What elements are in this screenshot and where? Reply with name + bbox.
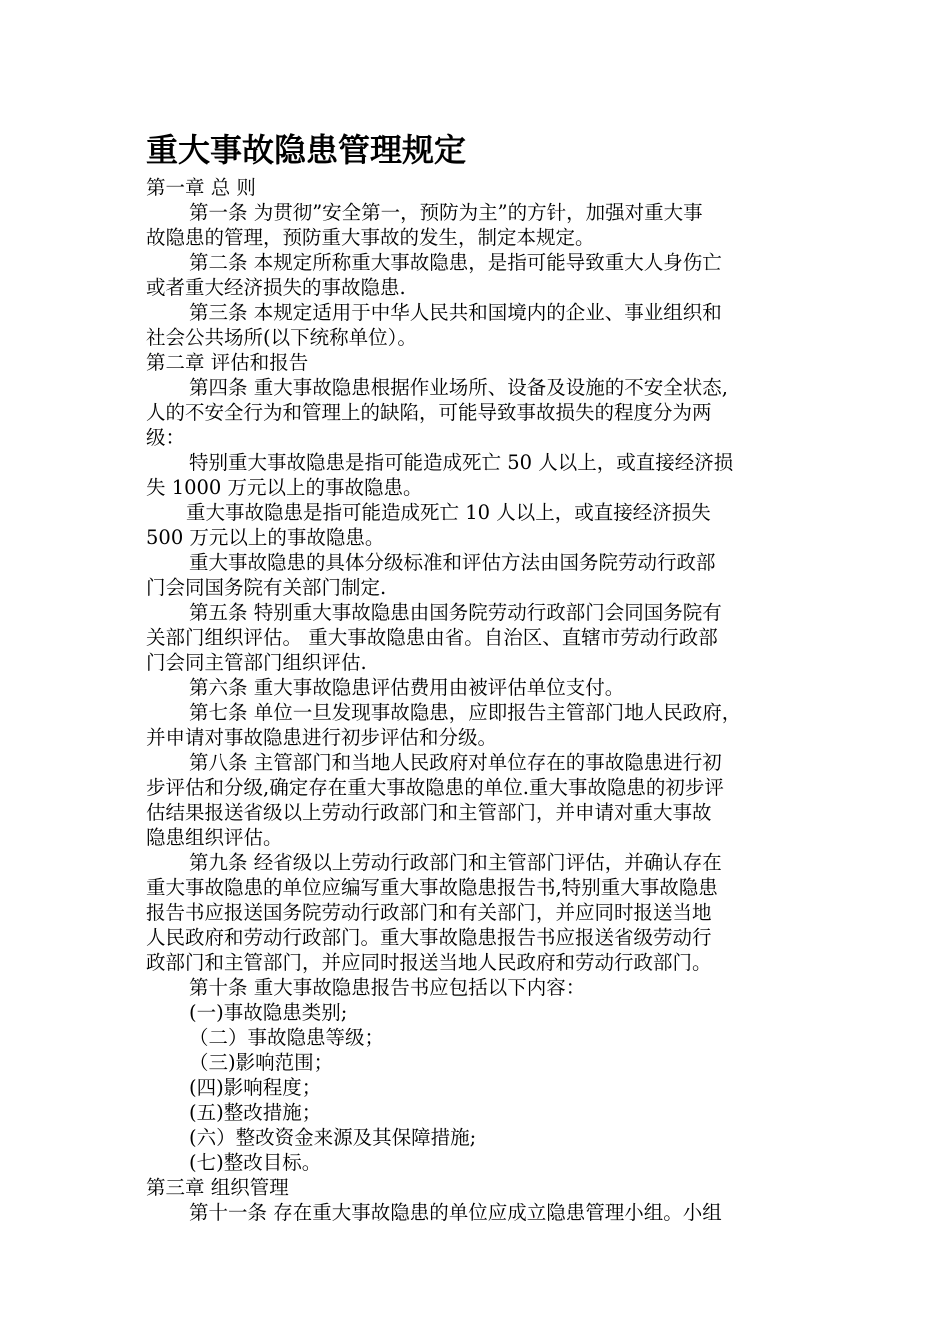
paragraph-line: 门会同主管部门组织评估. (146, 651, 367, 674)
paragraph-line: 重大事故隐患的具体分级标准和评估方法由国务院劳动行政部 (189, 551, 716, 574)
paragraph-line: 重大事故隐患是指可能造成死亡 10 人以上，或直接经济损失 (186, 501, 711, 524)
paragraph-line: 社会公共场所(以下统称单位）。 (146, 326, 417, 349)
paragraph-line: 步评估和分级,确定存在重大事故隐患的单位.重大事故隐患的初步评 (146, 776, 724, 799)
paragraph-line: 第十一条 存在重大事故隐患的单位应成立隐患管理小组。小组 (189, 1201, 722, 1224)
list-item: （三)影响范围； (189, 1051, 334, 1074)
document-title: 重大事故隐患管理规定 (146, 131, 467, 169)
paragraph-line: 第五条 特别重大事故隐患由国务院劳动行政部门会同国务院有 (189, 601, 722, 624)
paragraph-line: 500 万元以上的事故隐患。 (146, 526, 385, 549)
paragraph-line: 估结果报送省级以上劳动行政部门和主管部门，并申请对重大事故 (146, 801, 712, 824)
list-item: (五)整改措施； (189, 1101, 322, 1124)
paragraph-line: 第十条 重大事故隐患报告书应包括以下内容： (189, 976, 586, 999)
paragraph-line: 第四条 重大事故隐患根据作业场所、设备及设施的不安全状态, (189, 376, 728, 399)
paragraph-line: 或者重大经济损失的事故隐患. (146, 276, 406, 299)
paragraph-line: 重大事故隐患的单位应编写重大事故隐患报告书,特别重大事故隐患 (146, 876, 718, 899)
paragraph-line: 第一条 为贯彻”安全第一，预防为主”的方针，加强对重大事 (189, 201, 703, 224)
paragraph-line: 第二条 本规定所称重大事故隐患，是指可能导致重大人身伤亡 (189, 251, 722, 274)
chapter-heading: 第一章 总 则 (146, 176, 256, 199)
paragraph-line: 第八条 主管部门和当地人民政府对单位存在的事故隐患进行初 (189, 751, 722, 774)
paragraph-line: 第三条 本规定适用于中华人民共和国境内的企业、事业组织和 (189, 301, 722, 324)
chapter-heading: 第三章 组织管理 (146, 1176, 289, 1199)
paragraph-line: 级： (146, 426, 186, 449)
paragraph-line: 特别重大事故隐患是指可能造成死亡 50 人以上，或直接经济损 (189, 451, 734, 474)
paragraph-line: 失 1000 万元以上的事故隐患。 (146, 476, 423, 499)
list-item: (七)整改目标。 (189, 1151, 322, 1174)
paragraph-line: 关部门组织评估。 重大事故隐患由省。自治区、直辖市劳动行政部 (146, 626, 718, 649)
paragraph-line: 政部门和主管部门，并应同时报送当地人民政府和劳动行政部门。 (146, 951, 712, 974)
paragraph-line: 人的不安全行为和管理上的缺陷，可能导致事故损失的程度分为两 (146, 401, 712, 424)
list-item: (六）整改资金来源及其保障措施; (189, 1126, 477, 1149)
paragraph-line: 并申请对事故隐患进行初步评估和分级。 (146, 726, 498, 749)
paragraph-line: 报告书应报送国务院劳动行政部门和有关部门，并应同时报送当地 (146, 901, 712, 924)
chapter-heading: 第二章 评估和报告 (146, 351, 309, 374)
paragraph-line: 故隐患的管理，预防重大事故的发生，制定本规定。 (146, 226, 595, 249)
list-item: （二）事故隐患等级； (189, 1026, 385, 1049)
paragraph-line: 第七条 单位一旦发现事故隐患，应即报告主管部门地人民政府， (189, 701, 742, 724)
list-item: (一)事故隐患类别; (189, 1001, 348, 1024)
paragraph-line: 第九条 经省级以上劳动行政部门和主管部门评估，并确认存在 (189, 851, 722, 874)
paragraph-line: 第六条 重大事故隐患评估费用由被评估单位支付。 (189, 676, 625, 699)
list-item: (四)影响程度； (189, 1076, 322, 1099)
paragraph-line: 门会同国务院有关部门制定. (146, 576, 387, 599)
paragraph-line: 隐患组织评估。 (146, 826, 283, 849)
paragraph-line: 人民政府和劳动行政部门。重大事故隐患报告书应报送省级劳动行 (146, 926, 712, 949)
